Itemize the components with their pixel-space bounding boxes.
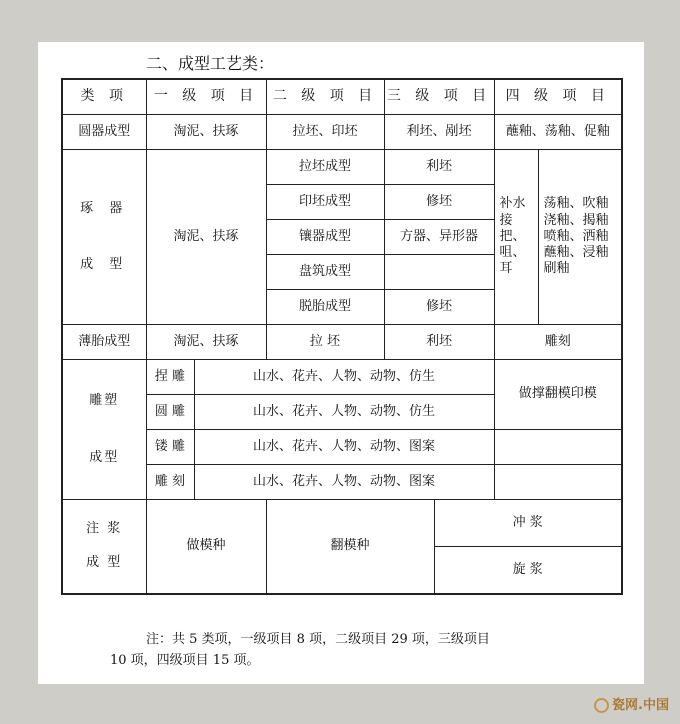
header-level2: 二 级 项 目	[266, 79, 384, 115]
footnote-line1: 注：共 5 类项，一级项目 8 项，二级项目 29 项，三级项目	[146, 632, 490, 647]
botai-level4: 雕刻	[494, 325, 622, 360]
watermark-logo-icon	[594, 698, 609, 713]
category-zhujiang-line2: 成 型	[86, 555, 123, 571]
zhuoqi-level4-attach-text: 补水接把、咀、耳	[499, 196, 526, 277]
zhujiang-spin-slurry: 旋 浆	[434, 547, 622, 594]
diaosu-item-name: 捏 雕	[146, 360, 194, 395]
diaosu-item-name: 镂 雕	[146, 430, 194, 465]
category-zhuoqi-line1: 琢 器	[80, 200, 129, 216]
diaosu-item-desc: 山水、花卉、人物、动物、图案	[194, 430, 494, 465]
row-yuanqi	[62, 115, 622, 150]
yuanqi-level3: 利坯、剐坯	[384, 115, 494, 150]
category-zhujiang-line1: 注 浆	[86, 521, 123, 536]
row-botai	[62, 325, 622, 360]
table-header-row	[62, 79, 622, 115]
zhuoqi-level4-attach	[494, 150, 538, 325]
yuanqi-level4: 蘸釉、荡釉、促釉	[494, 115, 622, 150]
zhuoqi-level3-item	[384, 255, 494, 290]
header-level3: 三 级 项 目	[384, 79, 494, 115]
glaze-line: 喷釉、洒釉	[543, 228, 609, 244]
zhuoqi-level3-item: 方器、异形器	[384, 220, 494, 255]
category-yuanqi: 圆器成型	[62, 115, 146, 150]
header-level1: 一 级 项 目	[146, 79, 266, 115]
zhuoqi-level2-item: 印坯成型	[266, 185, 384, 220]
diaosu-item-name: 雕 刻	[146, 465, 194, 500]
diaosu-item-desc: 山水、花卉、人物、动物、仿生	[194, 360, 494, 395]
zhujiang-make-mold: 做模种	[146, 500, 266, 594]
category-diaosu-line1: 雕塑	[89, 393, 120, 409]
section-heading: 二、成型工艺类：	[146, 54, 275, 73]
header-category: 类 项	[62, 79, 146, 115]
category-diaosu-line2: 成型	[89, 449, 120, 465]
zhuoqi-level1: 淘泥、扶琢	[146, 150, 266, 325]
zhuoqi-level2-item: 盘筑成型	[266, 255, 384, 290]
header-level4: 四 级 项 目	[494, 79, 622, 115]
row-zhujiang-1	[62, 500, 622, 547]
zhuoqi-level2-item: 镶器成型	[266, 220, 384, 255]
yuanqi-level2: 拉坯、印坯	[266, 115, 384, 150]
diaosu-empty-cell	[494, 430, 622, 465]
yuanqi-level1: 淘泥、扶琢	[146, 115, 266, 150]
footnote-line2: 10 项，四级项目 15 项。	[110, 653, 260, 668]
diaosu-item-name: 圆 雕	[146, 395, 194, 430]
zhuoqi-level3-item: 修坯	[384, 185, 494, 220]
zhuoqi-level3-item: 利坯	[384, 150, 494, 185]
diaosu-item-desc: 山水、花卉、人物、动物、仿生	[194, 395, 494, 430]
category-zhuoqi-line2: 成 型	[80, 257, 129, 272]
craft-table	[61, 78, 623, 595]
watermark-text: 瓷网.中国	[612, 698, 669, 713]
watermark	[594, 694, 669, 713]
botai-level2: 拉 坯	[266, 325, 384, 360]
category-diaosu	[62, 360, 146, 500]
glaze-line: 蘸釉、浸釉	[543, 245, 609, 261]
zhujiang-turn-mold: 翻模种	[266, 500, 434, 594]
category-botai: 薄胎成型	[62, 325, 146, 360]
botai-level1: 淘泥、扶琢	[146, 325, 266, 360]
zhujiang-rush-slurry: 冲 浆	[434, 500, 622, 547]
zhuoqi-level2-item: 拉坯成型	[266, 150, 384, 185]
zhuoqi-level3-item: 修坯	[384, 290, 494, 325]
botai-level3: 利坯	[384, 325, 494, 360]
glaze-line: 刷釉	[543, 261, 570, 277]
diaosu-item-desc: 山水、花卉、人物、动物、图案	[194, 465, 494, 500]
row-diaosu-3	[62, 430, 622, 465]
zhuoqi-level2-item: 脱胎成型	[266, 290, 384, 325]
diaosu-level4: 做撑翻模印模	[494, 360, 622, 430]
row-diaosu-4	[62, 465, 622, 500]
glaze-line: 浇釉、揭釉	[543, 212, 609, 228]
glaze-line: 荡釉、吹釉	[543, 196, 609, 212]
zhuoqi-level4-glaze	[538, 150, 622, 325]
diaosu-empty-cell	[494, 465, 622, 500]
row-zhuoqi-1	[62, 150, 622, 185]
category-zhujiang	[62, 500, 146, 594]
category-zhuoqi	[62, 150, 146, 325]
row-diaosu-1	[62, 360, 622, 395]
